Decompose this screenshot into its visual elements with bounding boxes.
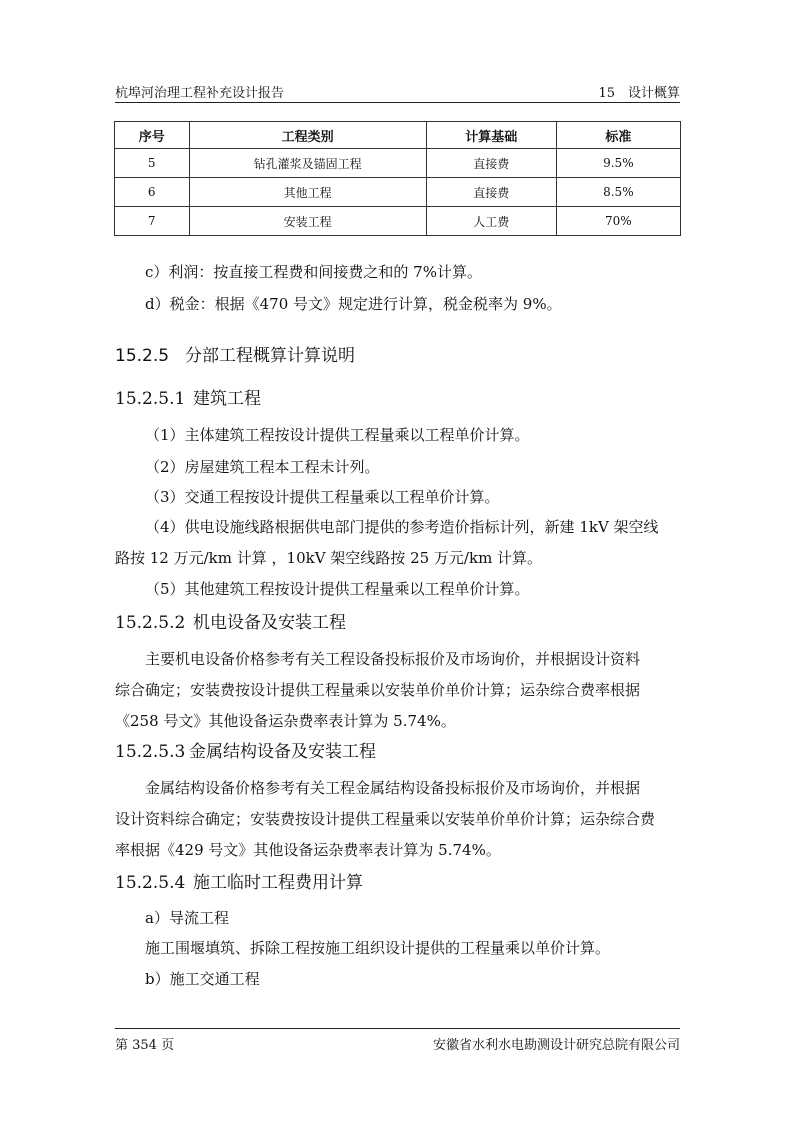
section-number: 15.2.5 (115, 346, 170, 366)
table-cell: 直接费 (426, 178, 556, 207)
subsection-number: 15.2.5.1 (115, 389, 186, 409)
paragraph-line: 综合确定；安装费按设计提供工程量乘以安装单价单价计算；运杂综合费率根据 (115, 681, 641, 699)
table-cell: 5 (115, 149, 190, 178)
subsection-heading (115, 613, 680, 633)
subsection-title: 金属结构设备及安装工程 (189, 742, 376, 762)
list-item: （5）其他建筑工程按设计提供工程量乘以工程单价计算。 (145, 580, 530, 598)
table-cell: 钻孔灌浆及锚固工程 (189, 149, 426, 178)
list-item: （2）房屋建筑工程本工程未计列。 (145, 458, 380, 476)
subsection-title: 建筑工程 (193, 389, 261, 409)
paragraph-line: 主要机电设备价格参考有关工程设备投标报价及市场询价，并根据设计资料 (145, 650, 641, 668)
subsection-heading (115, 873, 680, 893)
table-cell: 人工费 (426, 207, 556, 236)
header-chapter: 15 设计概算 (598, 86, 680, 101)
paragraph-line: 设计资料综合确定；安装费按设计提供工程量乘以安装单价单价计算；运杂综合费 (115, 810, 656, 828)
table-cell: 6 (115, 178, 190, 207)
table-cell: 70% (556, 207, 680, 236)
list-item-continued: 路按 12 万元/km 计算 ，10kV 架空线路按 25 万元/km 计算。 (115, 549, 543, 567)
list-item: （4）供电设施线路根据供电部门提供的参考造价指标计列，新建 1kV 架空线 (145, 518, 659, 536)
table-cell: 安装工程 (189, 207, 426, 236)
footer-organization: 安徽省水利水电勘测设计研究总院有限公司 (432, 1038, 680, 1053)
col-header: 序号 (115, 122, 190, 149)
header-rule (115, 102, 680, 103)
paragraph-profit: c）利润：按直接工程费和间接费之和的 7%计算。 (145, 263, 482, 281)
paragraph-line: 金属结构设备价格参考有关工程金属结构设备投标报价及市场询价，并根据 (145, 779, 641, 797)
paragraph-tax: d）税金：根据《470 号文》规定进行计算，税金税率为 9%。 (145, 295, 562, 313)
paragraph-line: 《258 号文》其他设备运杂费率表计算为 5.74%。 (115, 712, 456, 730)
subsection-title: 机电设备及安装工程 (193, 613, 346, 633)
paragraph-line: 率根据《429 号文》其他设备运杂费率表计算为 5.74%。 (115, 841, 501, 859)
list-item: （3）交通工程按设计提供工程量乘以工程单价计算。 (145, 488, 500, 506)
table-header-row (115, 122, 681, 149)
table-cell: 7 (115, 207, 190, 236)
table-row (115, 178, 681, 207)
col-header: 工程类别 (189, 122, 426, 149)
section-title: 分部工程概算计算说明 (185, 346, 355, 366)
col-header: 标准 (556, 122, 680, 149)
subsection-title: 施工临时工程费用计算 (193, 873, 363, 893)
footer-rule (115, 1028, 680, 1029)
table-cell: 9.5% (556, 149, 680, 178)
paragraph-line: 施工围堰填筑、拆除工程按施工组织设计提供的工程量乘以单价计算。 (145, 939, 611, 957)
subsection-number: 15.2.5.2 (115, 613, 186, 633)
list-item: a）导流工程 (145, 909, 229, 927)
subsection-number: 15.2.5.4 (115, 873, 186, 893)
table-cell: 8.5% (556, 178, 680, 207)
table-row (115, 207, 681, 236)
subsection-heading (115, 742, 680, 762)
list-item: b）施工交通工程 (145, 970, 260, 988)
rate-table (114, 121, 681, 236)
page-number: 第 354 页 (115, 1038, 175, 1053)
section-heading (115, 346, 680, 366)
header-title: 杭埠河治理工程补充设计报告 (115, 86, 285, 101)
subsection-number: 15.2.5.3 (115, 742, 186, 762)
table-row (115, 149, 681, 178)
subsection-heading (115, 389, 680, 409)
col-header: 计算基础 (426, 122, 556, 149)
list-item: （1）主体建筑工程按设计提供工程量乘以工程单价计算。 (145, 426, 530, 444)
table-cell: 直接费 (426, 149, 556, 178)
table-cell: 其他工程 (189, 178, 426, 207)
